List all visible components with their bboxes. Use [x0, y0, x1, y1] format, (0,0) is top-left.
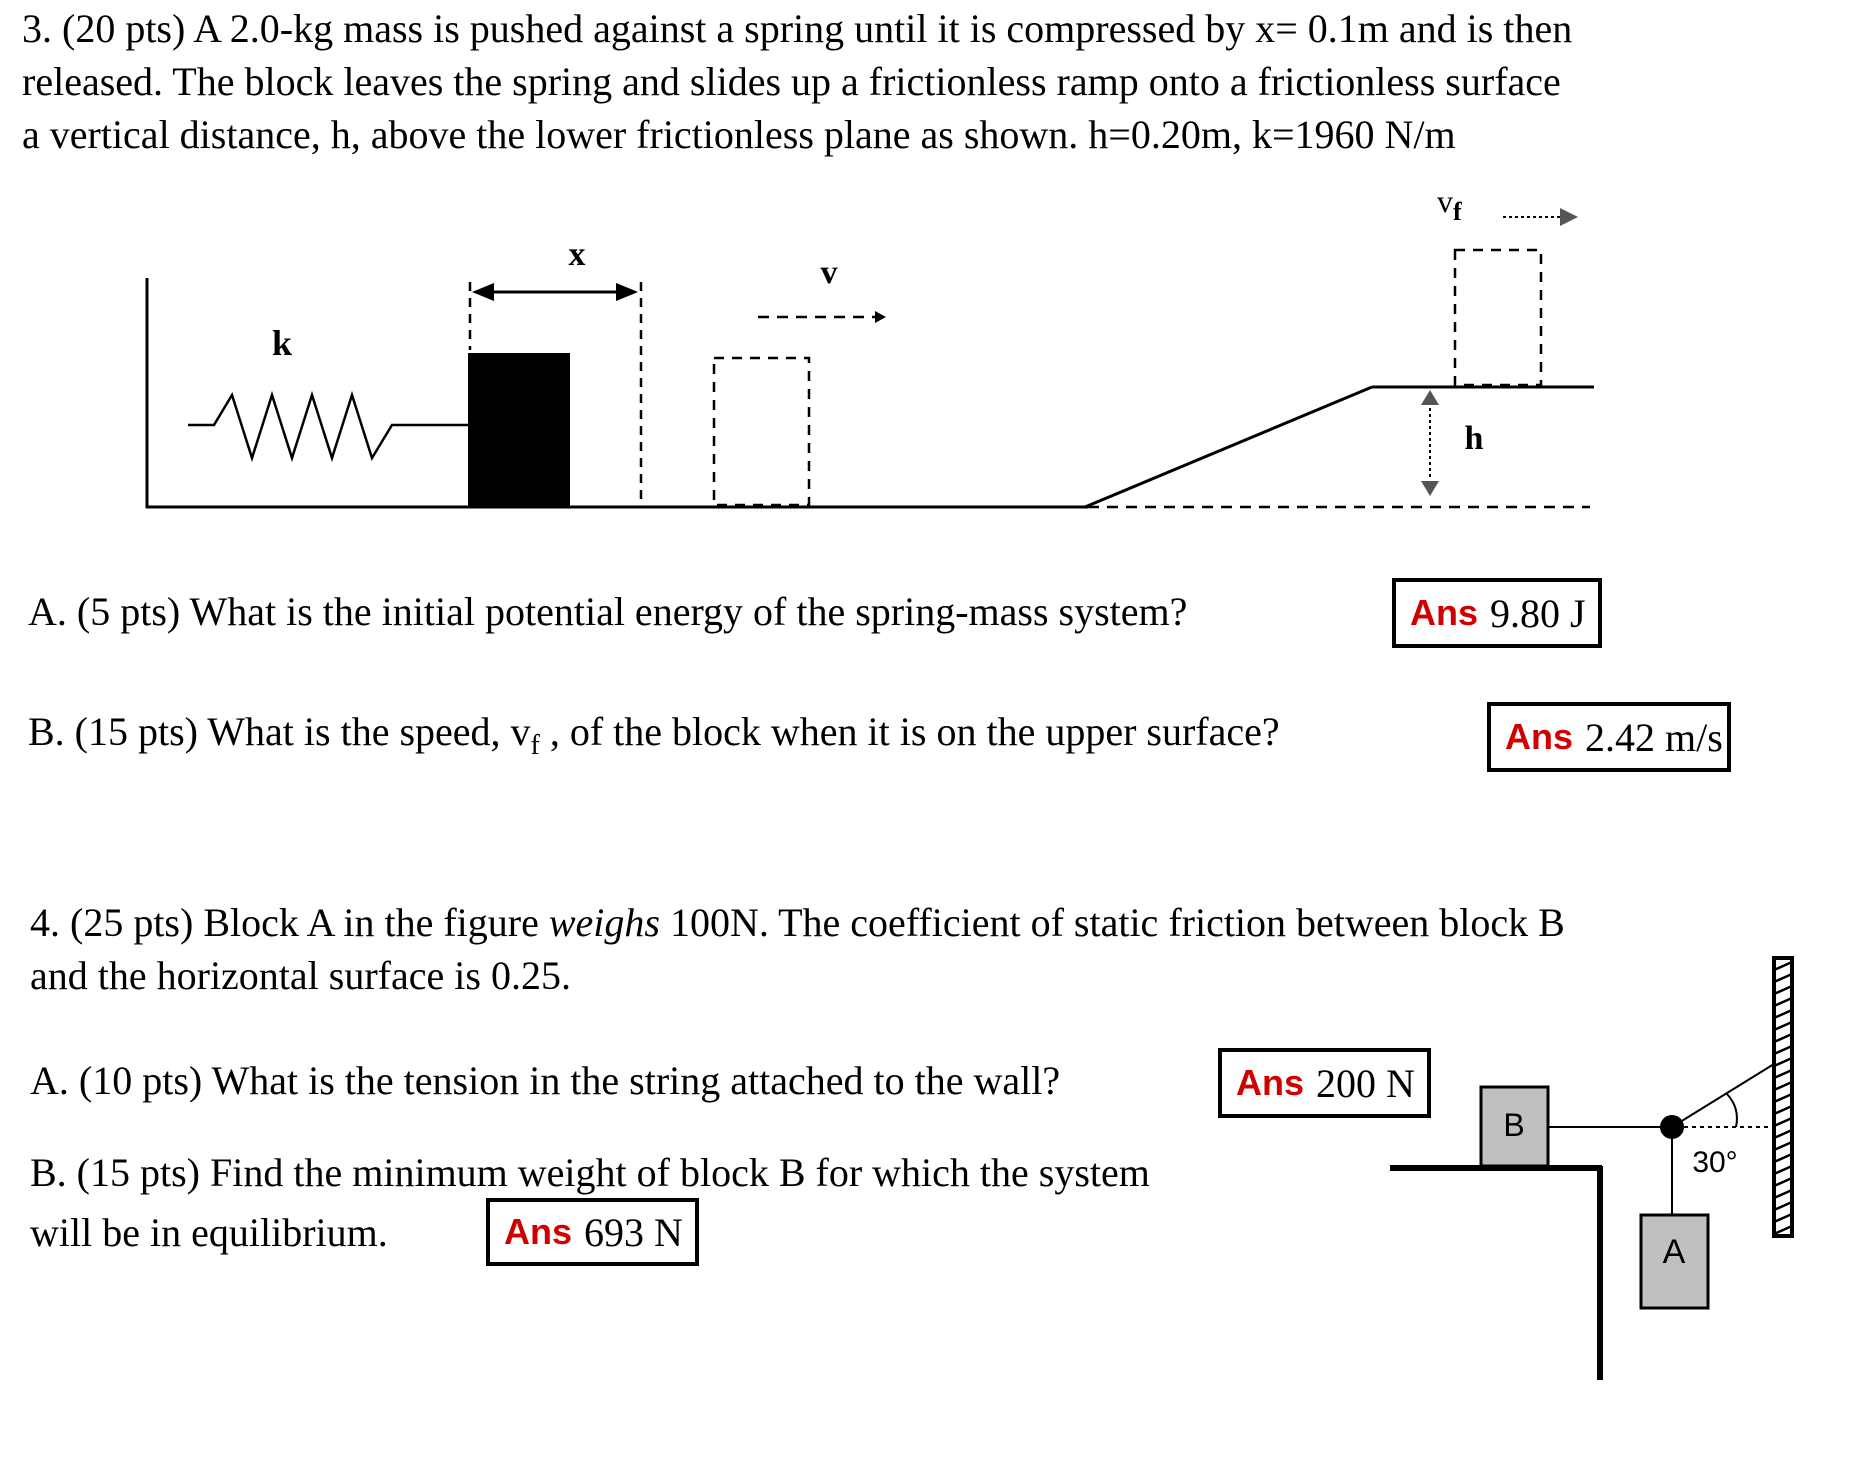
answer-box-3a — [1392, 578, 1602, 648]
answer-value: 9.80 J — [1490, 590, 1586, 636]
spring-constant-label: k — [271, 323, 293, 363]
question-b-line-2: will be in equilibrium. — [30, 1210, 388, 1255]
answer-label: Ans — [504, 1211, 573, 1252]
answer-label: Ans — [1236, 1062, 1305, 1103]
question-b-line-1: B. (15 pts) Find the minimum weight of block B for which the system — [30, 1150, 1150, 1195]
block-a-label: A — [1662, 1233, 1686, 1271]
problem-3-line-3: a vertical distance, h, above the lower frictionless plane as shown. h=0.20m, k=1960 N/m — [22, 112, 1456, 157]
spring — [188, 395, 468, 458]
problem-3-question-b — [28, 708, 1280, 762]
answer-box-3b — [1487, 702, 1731, 772]
problem-4-line-2: and the horizontal surface is 0.25. — [30, 953, 571, 998]
problem-3-line-1: 3. (20 pts) A 2.0-kg mass is pushed against a spring until it is compressed by x= 0.1m and is then — [22, 6, 1573, 51]
answer-value: 200 N — [1316, 1060, 1415, 1106]
answer-box-4b — [486, 1198, 699, 1266]
problem-4-question-a: A. (10 pts) What is the tension in the string attached to the wall? — [30, 1058, 1061, 1103]
angle-label: 30° — [1692, 1146, 1738, 1179]
hanging-blocks-diagram — [1380, 940, 1800, 1390]
question-b-text-end: , of the block when it is on the upper surface? — [539, 709, 1280, 754]
block-b-label: B — [1503, 1107, 1525, 1143]
height-arrowhead-down — [1421, 481, 1439, 496]
compressed-block — [468, 353, 570, 507]
final-block-outline — [1455, 250, 1541, 385]
problem-4-statement — [30, 896, 1565, 1002]
height-arrowhead-up — [1421, 390, 1439, 405]
height-label: h — [1464, 420, 1484, 457]
answer-value: 693 N — [584, 1209, 683, 1255]
problem-4-emphasis: weighs — [548, 900, 660, 945]
ramp-line — [1085, 387, 1372, 507]
question-b-subscript: f — [530, 730, 540, 761]
answer-label: Ans — [1505, 716, 1574, 757]
problem-4-line-1-end: 100N. The coefficient of static friction between block B — [659, 900, 1565, 945]
moving-block-outline — [714, 358, 809, 505]
final-velocity-label: $v_f$ — [1437, 183, 1462, 226]
x-arrowhead-right — [616, 283, 638, 301]
spring-ramp-diagram — [0, 0, 1863, 540]
question-b-text-start: B. (15 pts) What is the speed, v — [28, 709, 531, 754]
answer-label: Ans — [1410, 592, 1479, 633]
problem-3-line-2: released. The block leaves the spring and slides up a frictionless ramp onto a frictionless surface — [22, 59, 1561, 104]
final-velocity-arrowhead — [1560, 208, 1578, 226]
angle-arc — [1727, 1094, 1737, 1127]
wall-string — [1672, 1064, 1774, 1127]
problem-4-line-1 — [30, 896, 1565, 949]
x-arrowhead-left — [472, 283, 494, 301]
x-label: x — [568, 236, 586, 273]
velocity-label: v — [820, 254, 838, 291]
problem-4-line-1-start: 4. (25 pts) Block A in the figure — [30, 900, 549, 945]
problem-3-question-a: A. (5 pts) What is the initial potential energy of the spring-mass system? — [28, 589, 1188, 634]
velocity-arrowhead — [875, 311, 886, 323]
answer-value: 2.42 m/s — [1585, 714, 1723, 760]
